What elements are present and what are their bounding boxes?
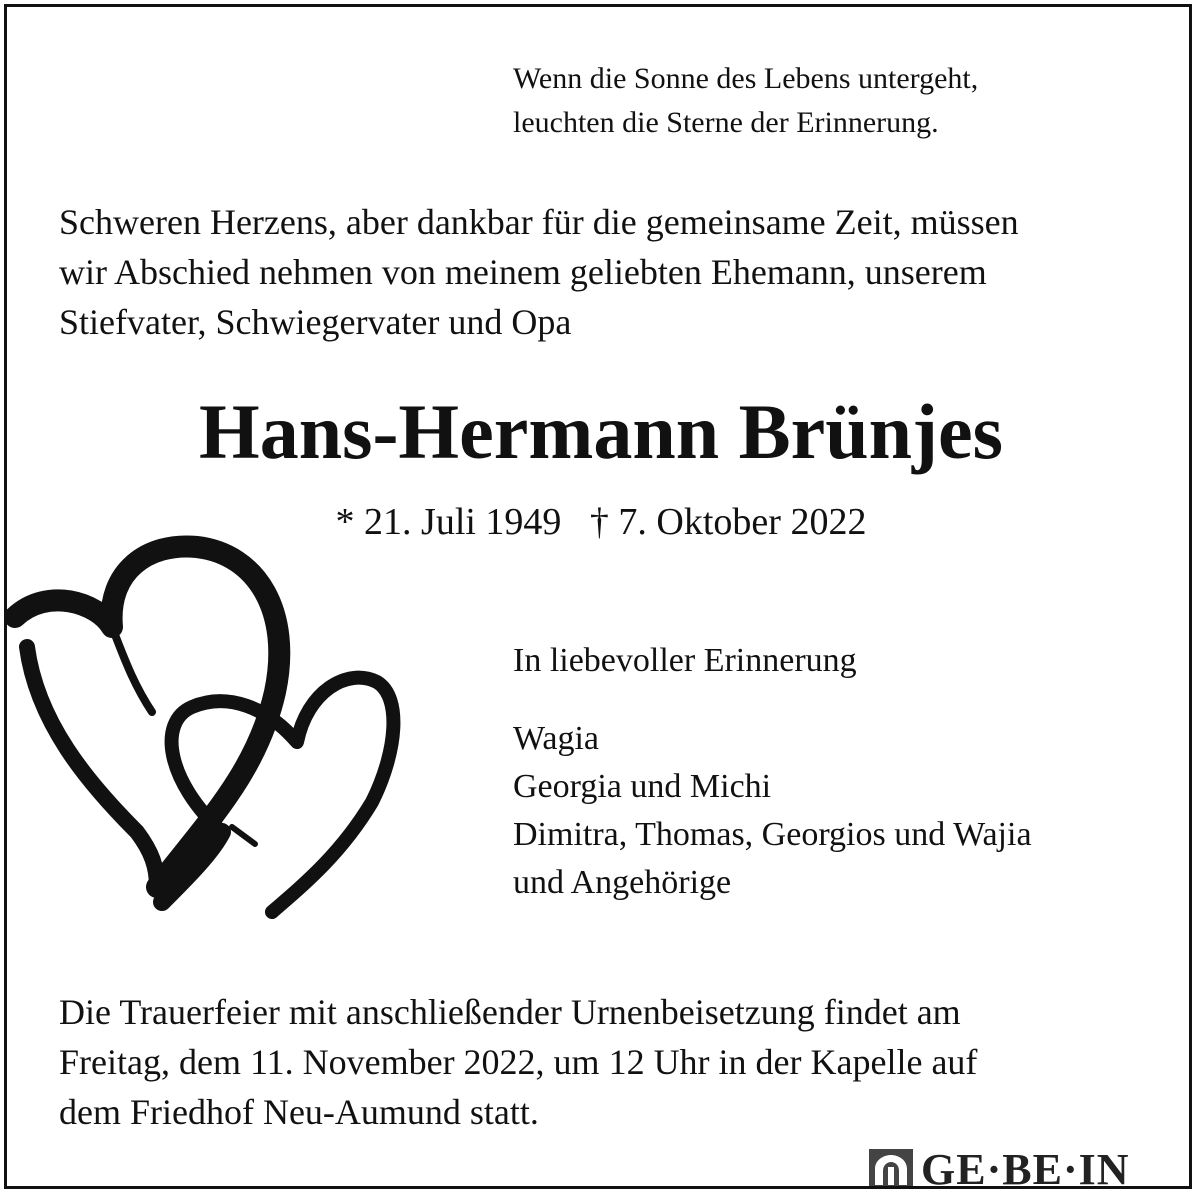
intro-line: wir Abschied nehmen von meinem geliebten Ehemann, unserem — [59, 252, 987, 292]
gebein-logo-text: GE·BE·IN — [921, 1145, 1130, 1189]
mourners-list — [513, 715, 1032, 907]
funeral-service-info — [59, 987, 1159, 1137]
motto-line: leuchten die Sterne der Erinnerung. — [513, 106, 939, 139]
motto — [513, 57, 978, 145]
mourner-item: und Angehörige — [513, 864, 732, 901]
intro-line: Schweren Herzens, aber dankbar für die gemeinsame Zeit, müssen — [59, 202, 1019, 242]
service-line: Freitag, dem 11. November 2022, um 12 Uhr in der Kapelle auf — [59, 1042, 978, 1082]
gebein-logo — [869, 1147, 1130, 1189]
mourner-item: Wagia — [513, 720, 599, 757]
memory-phrase: In liebevoller Erinnerung — [513, 642, 857, 679]
service-line: dem Friedhof Neu-Aumund statt. — [59, 1092, 539, 1132]
mourner-item: Georgia und Michi — [513, 768, 772, 805]
deceased-name: Hans-Hermann Brünjes — [199, 388, 1003, 475]
life-dates: * 21. Juli 1949 † 7. Oktober 2022 — [335, 501, 867, 543]
mourner-item: Dimitra, Thomas, Georgios und Wajia — [513, 816, 1032, 853]
two-hearts-brush-icon — [7, 532, 447, 932]
motto-line: Wenn die Sonne des Lebens untergeht, — [513, 62, 979, 95]
obituary-notice — [4, 4, 1192, 1189]
intro-line: Stiefvater, Schwiegervater und Opa — [59, 302, 572, 342]
gebein-logo-icon — [869, 1149, 913, 1189]
intro-text — [59, 197, 1159, 347]
service-line: Die Trauerfeier mit anschließender Urnenbeisetzung findet am — [59, 992, 961, 1032]
